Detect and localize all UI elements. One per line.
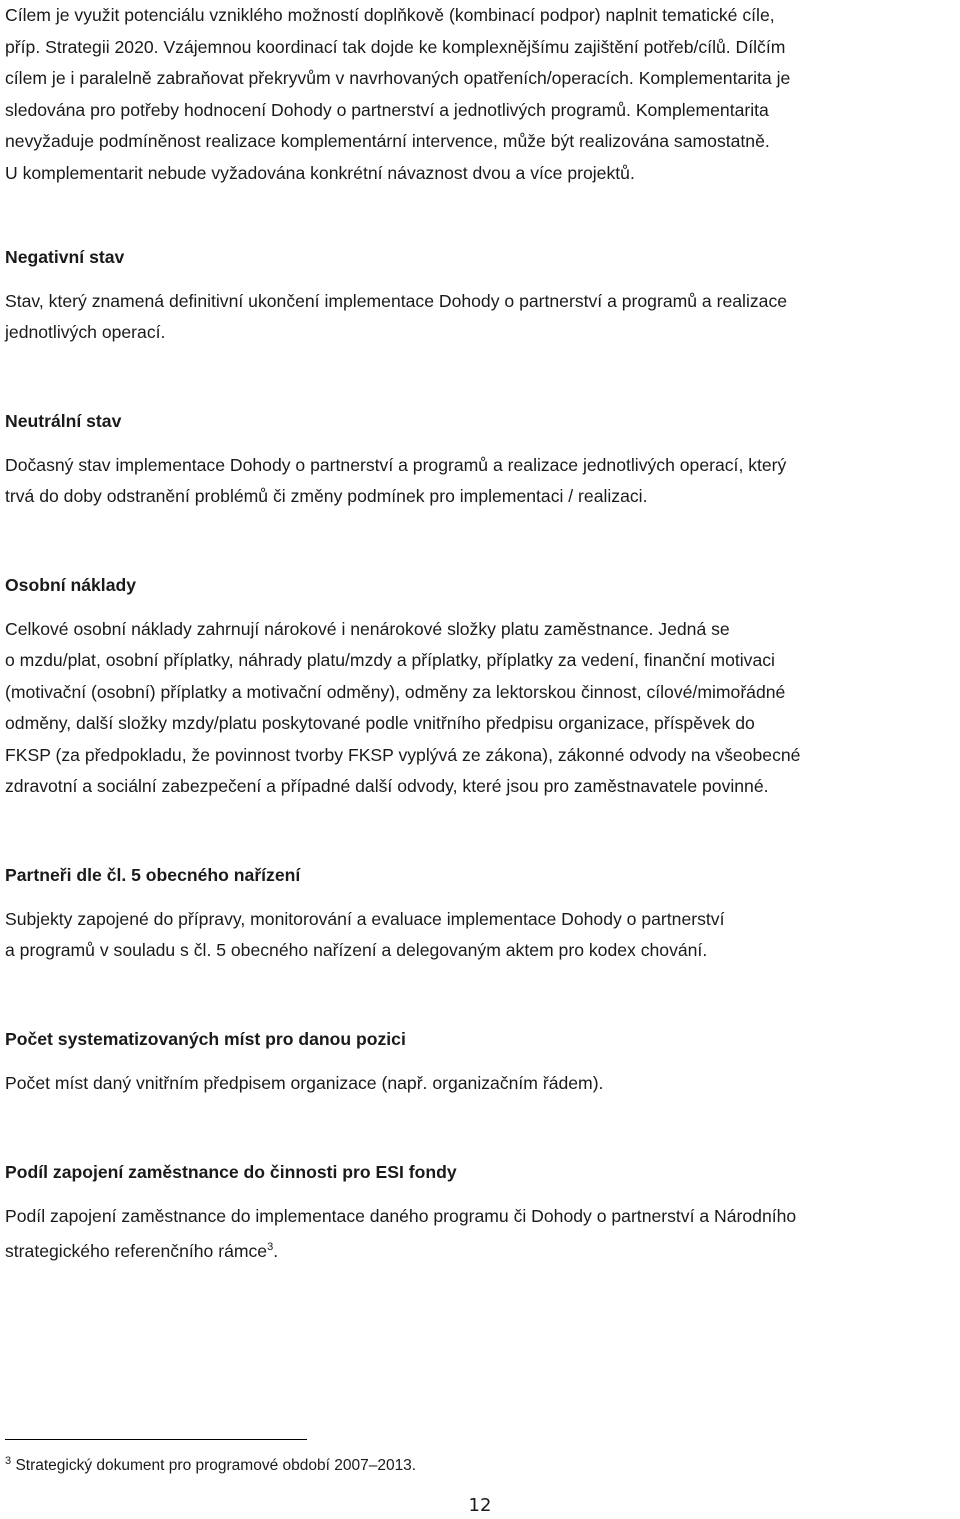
section-line: a programů v souladu s čl. 5 obecného nařízení a delegovaným aktem pro kodex chování. [5,940,708,960]
intro-line: U komplementarit nebude vyžadována konkrétní návaznost dvou a více projektů. [5,162,635,183]
section-line: Celkové osobní náklady zahrnují nárokové i nenárokové složky platu zaměstnance. Jedná se [5,618,730,639]
section-line-with-footnote: strategického referenčního rámce$^3$. [5,1240,279,1261]
section-heading: Partneři dle čl. 5 obecného nařízení [5,865,301,885]
section-line: Stav, který znamená definitivní ukončení implementace Dohody o partnerství a programů a realizace [5,290,788,311]
intro-paragraph [5,0,960,189]
section-line: zdravotní a sociální zabezpečení a případné další odvody, které jsou pro zaměstnavatele povinné. [5,776,769,796]
section-neutralni-stav [5,406,960,513]
section-line: FKSP (za předpokladu, že povinnost tvorby FKSP vyplývá ze zákona), zákonné odvody na všeobecné [5,744,801,765]
footnote-divider [5,1439,307,1440]
footnote-marker: 3 [5,1455,12,1467]
section-heading: Negativní stav [5,247,125,267]
section-pocet-mist [5,1024,960,1099]
intro-line: cílem je i paralelně zabraňovat překryvům v navrhovaných opatřeních/operacích. Komplementarita je [5,68,791,88]
section-heading: Osobní náklady [5,575,137,595]
section-line: Dočasný stav implementace Dohody o partnerství a programů a realizace jednotlivých operací, který [5,454,787,475]
page-number: 12 [468,1495,492,1516]
intro-line: příp. Strategii 2020. Vzájemnou koordinací tak dojde ke komplexnějšímu zajištění potřeb/cílů. Dílčím [5,36,786,57]
section-line: (motivační (osobní) příplatky a motivační odměny), odměny za lektorskou činnost, cílové/mimořádné [5,681,786,702]
intro-line: nevyžaduje podmíněnost realizace komplementární intervence, může být realizována samostatně. [5,131,770,151]
footnote [5,1450,416,1477]
section-line: odměny, další složky mzdy/platu poskytované podle vnitřního předpisu organizace, příspěvek do [5,713,755,733]
section-line: o mzdu/plat, osobní příplatky, náhrady platu/mzdy a příplatky, příplatky za vedení, finanční motivaci [5,650,775,670]
section-heading: Podíl zapojení zaměstnance do činnosti pro ESI fondy [5,1162,457,1182]
section-line: Subjekty zapojené do přípravy, monitorování a evaluace implementace Dohody o partnerství [5,908,725,929]
section-heading: Počet systematizovaných míst pro danou pozici [5,1029,406,1049]
section-osobni-naklady [5,570,960,803]
footnote-text: Strategický dokument pro programové období 2007–2013. [15,1457,417,1475]
intro-line: Cílem je využit potenciálu vzniklého možností doplňkově (kombinací podpor) naplnit tematické cíle, [5,5,775,25]
intro-line: sledována pro potřeby hodnocení Dohody o partnerství a jednotlivých programů. Komplementarita [5,99,769,120]
section-negativni-stav [5,242,960,349]
section-line: Podíl zapojení zaměstnance do implementace daného programu či Dohody o partnerství a Národního [5,1205,797,1226]
footnote-reference[interactable]: 3 [267,1241,274,1253]
section-line: Počet míst daný vnitřním předpisem organizace (např. organizačním řádem). [5,1072,604,1093]
section-podil-zapojeni [5,1157,960,1267]
section-partneri [5,860,960,967]
section-line: trvá do doby odstranění problémů či změny podmínek pro implementaci / realizaci. [5,486,648,506]
section-line: jednotlivých operací. [5,322,166,342]
section-heading: Neutrální stav [5,411,122,431]
